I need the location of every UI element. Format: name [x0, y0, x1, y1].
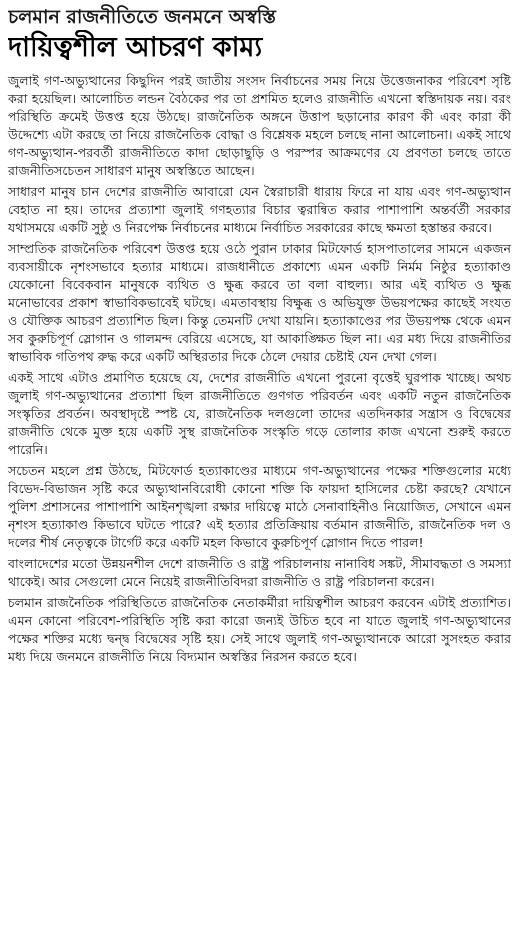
article-paragraph: বাংলাদেশের মতো উন্নয়নশীল দেশে রাজনীতি ও রাষ্ট্র পরিচালনায় নানাবিধ সঙ্কট, সীমাবদ্ধতা ও সমস্যা থাকেই। আর সেগুলো মেনে নিয়েই রাজনীতিবিদরা রাজনীতি ও রাষ্ট্র পরিচালনা করেন। [8, 556, 511, 589]
article-paragraph: একই সাথে এটাও প্রমাণিত হয়েছে যে, দেশের রাজনীতি এখনো পুরনো বৃত্তেই ঘুরপাক খাচ্ছে। অথচ জুলাই গণ-অভ্যুত্থানের প্রত্যাশা ছিল রাজনীতিতে গুণগত পরিবর্তন এবং একটি নতুন রাজনৈতিক সংস্কৃতির প্রবর্তন। অবস্থাদৃষ্টে স্পষ্ট যে, রাজনৈতিক দলগুলো তাদের এতদিনকার সন্ত্রাস ও বিদ্বেষের রাজনীতি থেকে মুক্ত হয়ে একটি সুস্থ রাজনৈতিক সংস্কৃতি গড়ে তোলার কাজ এখনো শুরুই করতে পারেনি। [8, 370, 511, 457]
article-paragraph: চলমান রাজনৈতিক পরিস্থিতিতে রাজনৈতিক নেতাকর্মীরা দায়িত্বশীল আচরণ করবেন এটাই প্রত্যাশিত। এমন কোনো পরিবেশ-পরিস্থিতি সৃষ্টি করা কারো জন্যই উচিত হবে না যাতে জুলাই গণ-অভ্যুত্থানের পক্ষের শক্তির মধ্যে দ্বন্দ্ব বিদ্বেষের সৃষ্টি হয়। সেই সাথে জুলাই গণ-অভ্যুত্থানকে আরো সুসংহত করার মধ্য দিয়ে জনমনে রাজনীতি নিয়ে বিদ্যমান অস্বস্তির নিরসন করতে হবে। [8, 595, 511, 664]
article-paragraph: সাধারণ মানুষ চান দেশের রাজনীতি আবারো যেন স্বৈরাচারী ধারায় ফিরে না যায় এবং গণ-অভ্যুত্থান বেহাত না হয়। তাদের প্রত্যাশা জুলাই গণহত্যার বিচার ত্বরান্বিত করার পাশাপাশি অন্তর্বর্তী সরকার যথাসময়ে একটি সুষ্ঠু ও নিরপেক্ষ নির্বাচনের মাধ্যমে নির্বাচিত সরকারের কাছে ক্ষমতা হস্তান্তর করবে। [8, 184, 511, 235]
article-headline: দায়িত্বশীল আচরণ কাম্য [8, 32, 263, 63]
article-paragraph: সাম্প্রতিক রাজনৈতিক পরিবেশ উত্তপ্ত হয়ে ওঠে পুরান ঢাকার মিটফোর্ড হাসপাতালের সামনে একজন ব্যবসায়ীকে নৃশংসভাবে হত্যার মাধ্যমে। রাজধানীতে প্রকাশ্যে এমন একটি নির্মম নিষ্ঠুর হত্যাকাণ্ড যেকোনো বিবেকবান মানুষকে ব্যথিত ও ক্ষুব্ধ করবে তা বলা বাহুল্য। আর এই ব্যথিত ও ক্ষুব্ধ মনোভাবের প্রকাশ স্বাভাবিকভাবেই ঘটছে। এমতাবস্থায় বিক্ষুব্ধ ও অভিযুক্ত উভয়পক্ষের কাছেই সংযত ও যৌক্তিক আচরণ প্রত্যাশিত ছিল। কিন্তু তেমনটি দেখা যায়নি। হত্যাকাণ্ডের পর উভয়পক্ষ থেকে এমন সব কুরুচিপূর্ণ স্লোগান ও গালমন্দ বেরিয়ে এসেছে, যা আকাঙ্ক্ষিত ছিল না। এর মধ্য দিয়ে রাজনীতির স্বাভাবিক গতিপথ রুদ্ধ করে একটি অস্থিরতার দিকে ঠেলে দেয়ার চেষ্টাই যেন দেখা গেল। [8, 241, 511, 364]
article-body [8, 72, 511, 666]
article-kicker: চলমান রাজনীতিতে জনমনে অস্বস্তি [8, 6, 276, 28]
article-paragraph: সচেতন মহলে প্রশ্ন উঠছে, মিটফোর্ড হত্যাকাণ্ডের মাধ্যমে গণ-অভ্যুত্থানের পক্ষের শক্তিগুলোর মধ্যে বিভেদ-বিভাজন সৃষ্টি করে অভ্যুত্থানবিরোধী কোনো শক্তি কি ফায়দা হাসিলের চেষ্টা করছে? যেখানে পুলিশ প্রশাসনের পাশাপাশি আইনশৃঙ্খলা রক্ষার দায়িত্বে মাঠে সেনাবাহিনীও নিয়োজিত, সেখানে এমন নৃশংস হত্যাকাণ্ড কিভাবে ঘটতে পারে? এই হত্যার প্রতিক্রিয়ায় বর্তমান রাজনীতি, রাজনৈতিক দল ও দলের শীর্ষ নেতৃত্বকে টার্গেট করে একটি মহল কিভাবে কুরুচিপূর্ণ স্লোগান দিতে পারল! [8, 463, 511, 550]
article-paragraph: জুলাই গণ-অভ্যুত্থানের কিছুদিন পরই জাতীয় সংসদ নির্বাচনের সময় নিয়ে উত্তেজনাকর পরিবেশ সৃষ্টি করা হয়েছিল। আলোচিত লন্ডন বৈঠকের পর তা প্রশমিত হলেও রাজনীতি এখনো স্বস্তিদায়ক নয়। বরং পরিস্থিতি ক্রমেই উত্তপ্ত হয়ে উঠছে। রাজনৈতিক অঙ্গনে উত্তাপ ছড়ানোর কারণ কী এবং কারা কী উদ্দেশ্যে এটা করছে তা নিয়ে রাজনৈতিক বোদ্ধা ও বিশ্লেষক মহলে চলছে নানা আলোচনা। একই সাথে গণ-অভ্যুত্থান-পরবর্তী রাজনীতিতে কাদা ছোড়াছুড়ি ও পরস্পর আক্রমণের যে প্রবণতা চলছে তাতে রাজনীতিসচেতন সাধারণ মানুষ অস্বস্তিতে আছেন। [8, 73, 511, 178]
